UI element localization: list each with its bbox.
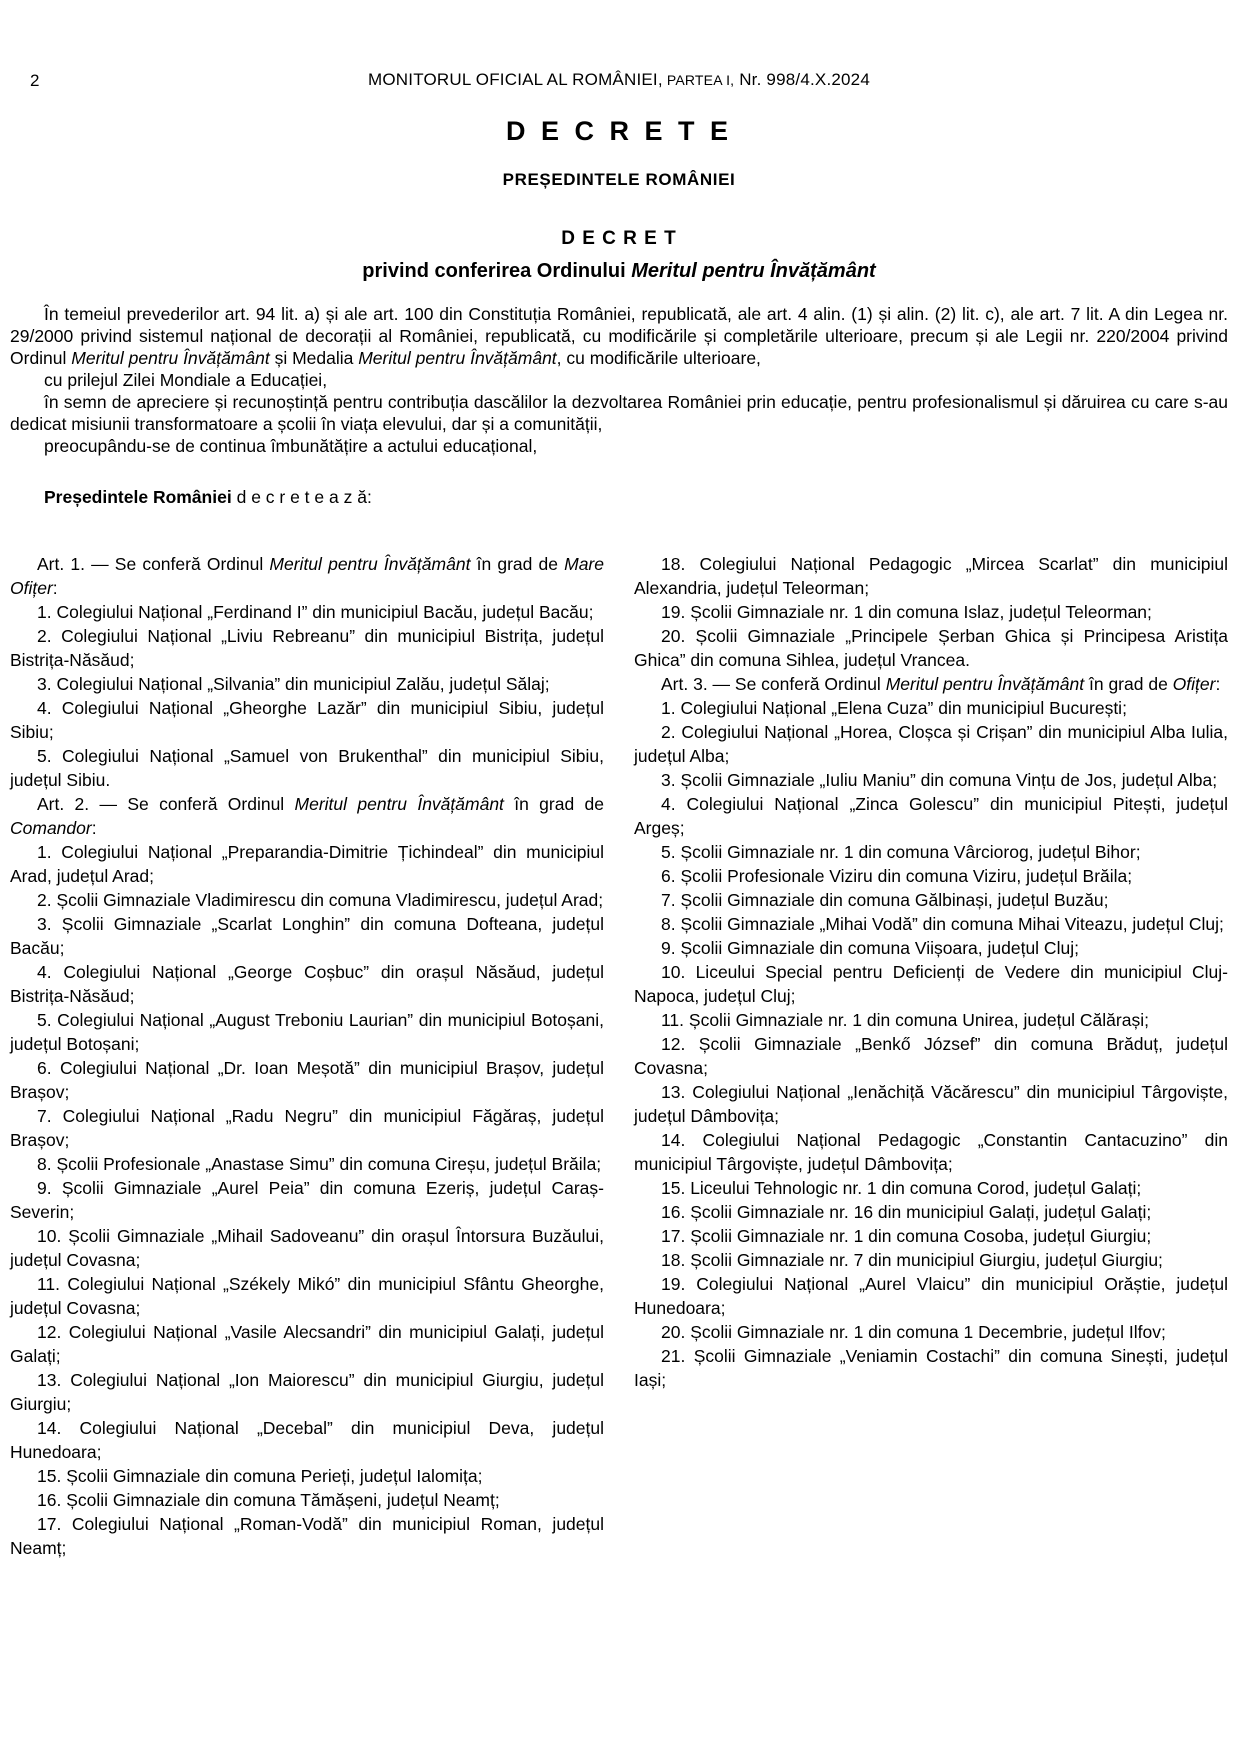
decree-item: 12. Colegiului Național „Vasile Alecsandri” din municipiul Galați, județul Galați; (10, 1322, 604, 1366)
decree-item: 18. Școlii Gimnaziale nr. 7 din municipiul Giurgiu, județul Giurgiu; (661, 1250, 1163, 1270)
decree-item: 18. Colegiului Național Pedagogic „Mircea Scarlat” din municipiul Alexandria, județul Teleorman; (634, 554, 1228, 598)
decree-item: 4. Colegiului Național „George Coșbuc” din orașul Năsăud, județul Bistrița-Năsăud; (10, 962, 604, 1006)
decree-item: 11. Colegiului Național „Székely Mikó” din municipiul Sfântu Gheorghe, județul Covasna; (10, 1274, 604, 1318)
decree-item: 9. Școlii Gimnaziale din comuna Viișoara, județul Cluj; (661, 938, 1079, 958)
enacting-clause (10, 486, 1228, 508)
decree-item: 3. Școlii Gimnaziale „Iuliu Maniu” din comuna Vințu de Jos, județul Alba; (661, 770, 1218, 790)
decree-item: 2. Colegiului Național „Horea, Cloșca și Crișan” din municipiul Alba Iulia, județul Alba; (634, 722, 1228, 766)
decree-item: 13. Colegiului Național „Ienăchiță Văcărescu” din municipiul Târgoviște, județul Dâmbovița; (634, 1082, 1228, 1126)
decree-item: 2. Colegiului Național „Liviu Rebreanu” din municipiul Bistrița, județul Bistrița-Năsăud; (10, 626, 604, 670)
decree-item: 1. Colegiului Național „Preparandia-Dimitrie Țichindeal” din municipiul Arad, județul Arad; (10, 842, 604, 886)
decree-item: 6. Colegiului Național „Dr. Ioan Meșotă” din municipiul Brașov, județul Brașov; (10, 1058, 604, 1102)
decree-item: Art. 3. — Se conferă Ordinul Meritul pentru Învățământ în grad de Ofițer: (661, 674, 1221, 694)
decree-item: 4. Colegiului Național „Gheorghe Lazăr” din municipiul Sibiu, județul Sibiu; (10, 698, 604, 742)
enacting-subject: Președintele României (44, 487, 232, 507)
decree-item: 14. Colegiului Național „Decebal” din municipiul Deva, județul Hunedoara; (10, 1418, 604, 1462)
decree-item: 1. Colegiului Național „Elena Cuza” din municipiul București; (661, 698, 1127, 718)
decree-item: Art. 1. — Se conferă Ordinul Meritul pentru Învățământ în grad de Mare Ofițer: (10, 554, 604, 598)
decree-body-columns (10, 552, 1228, 1560)
preamble (10, 303, 1228, 457)
decree-item: 4. Colegiului Național „Zinca Golescu” din municipiul Pitești, județul Argeș; (634, 794, 1228, 838)
decree-item: 20. Școlii Gimnaziale nr. 1 din comuna 1 Decembrie, județul Ilfov; (661, 1322, 1166, 1342)
column-right (634, 552, 1228, 1560)
section-title: D E C R E T E (505, 116, 733, 146)
journal-issue-number: Nr. 998/4.X.2024 (734, 70, 870, 89)
decree-item: 12. Școlii Gimnaziale „Benkő József” din comuna Brăduț, județul Covasna; (634, 1034, 1228, 1078)
journal-part: PARTEA I, (662, 72, 735, 88)
decree-item: 10. Școlii Gimnaziale „Mihail Sadoveanu” din orașul Întorsura Buzăului, județul Covasna; (10, 1226, 604, 1270)
enacting-verb: d e c r e t e a z ă: (236, 487, 372, 507)
preamble-paragraph: cu prilejul Zilei Mondiale a Educației, (44, 370, 328, 390)
decree-item: 1. Colegiului Național „Ferdinand I” din municipiul Bacău, județul Bacău; (37, 602, 594, 622)
decree-item: 5. Colegiului Național „Samuel von Brukenthal” din municipiul Sibiu, județul Sibiu. (10, 746, 604, 790)
decree-item: 5. Școlii Gimnaziale nr. 1 din comuna Vârciorog, județul Bihor; (661, 842, 1141, 862)
decree-item: 11. Școlii Gimnaziale nr. 1 din comuna Unirea, județul Călărași; (661, 1010, 1149, 1030)
decree-item: 8. Școlii Gimnaziale „Mihai Vodă” din comuna Mihai Viteazu, județul Cluj; (661, 914, 1224, 934)
page-number: 2 (30, 71, 40, 90)
decree-item: 9. Școlii Gimnaziale „Aurel Peia” din comuna Ezeriș, județul Caraș-Severin; (10, 1178, 604, 1222)
decree-item: 15. Liceului Tehnologic nr. 1 din comuna Corod, județul Galați; (661, 1178, 1142, 1198)
decree-item: 10. Liceului Special pentru Deficienți de Vedere din municipiul Cluj-Napoca, județul Cluj; (634, 962, 1228, 1006)
journal-title-line (10, 70, 1228, 90)
decree-item: 5. Colegiului Național „August Treboniu Laurian” din municipiul Botoșani, județul Botoșani; (10, 1010, 604, 1054)
decree-item: 16. Școlii Gimnaziale nr. 16 din municipiul Galați, județul Galați; (661, 1202, 1152, 1222)
decree-item: 8. Școlii Profesionale „Anastase Simu” din comuna Cireșu, județul Brăila; (37, 1154, 602, 1174)
decree-item: 2. Școlii Gimnaziale Vladimirescu din comuna Vladimirescu, județul Arad; (37, 890, 604, 910)
decree-item: 19. Colegiului Național „Aurel Vlaicu” din municipiul Orăștie, județul Hunedoara; (634, 1274, 1228, 1318)
decree-item: 20. Școlii Gimnaziale „Principele Șerban Ghica și Principesa Aristița Ghica” din comuna Sihlea, județul Vrancea. (634, 626, 1228, 670)
decree-item: 7. Colegiului Național „Radu Negru” din municipiul Făgăraș, județul Brașov; (10, 1106, 604, 1150)
preamble-paragraph: preocupându-se de continua îmbunătățire a actului educațional, (44, 436, 538, 456)
decree-item: 16. Școlii Gimnaziale din comuna Tămășeni, județul Neamț; (37, 1490, 500, 1510)
decree-subtitle: privind conferirea Ordinului Meritul pentru Învățământ (362, 260, 876, 282)
decree-item: 15. Școlii Gimnaziale din comuna Perieți, județul Ialomița; (37, 1466, 483, 1486)
decree-item: 7. Școlii Gimnaziale din comuna Gălbinași, județul Buzău; (661, 890, 1109, 910)
decree-item: 21. Școlii Gimnaziale „Veniamin Costachi” din comuna Sinești, județul Iași; (634, 1346, 1228, 1390)
issuer-title: PREȘEDINTELE ROMÂNIEI (502, 170, 736, 189)
preamble-paragraph: în semn de apreciere și recunoștință pentru contribuția dascălilor la dezvoltarea României prin educație, pentru profesionalismul și dăruirea cu care s-au dedicat misiunii transformatoare a școlii în viața elevului, dar și a comunității, (10, 392, 1228, 434)
decree-item: 19. Școlii Gimnaziale nr. 1 din comuna Islaz, județul Teleorman; (661, 602, 1152, 622)
decree-item: 6. Școlii Profesionale Viziru din comuna Viziru, județul Brăila; (661, 866, 1133, 886)
decree-title: D E C R E T (561, 228, 677, 249)
preamble-paragraph: În temeiul prevederilor art. 94 lit. a) și ale art. 100 din Constituția României, republicată, ale art. 4 alin. (1) și alin. (2) lit. c), ale art. 7 lit. A din Legea nr. 29/2000 privind sistemul național de decorații al României, republicată, cu modificările și completările ulterioare, precum și ale Legii nr. 220/2004 privind Ordinul Meritul pentru Învățământ și Medalia Meritul pentru Învățământ, cu modificările ulterioare, (10, 304, 1228, 368)
decree-item: 3. Școlii Gimnaziale „Scarlat Longhin” din comuna Dofteana, județul Bacău; (10, 914, 604, 958)
decree-item: 17. Școlii Gimnaziale nr. 1 din comuna Cosoba, județul Giurgiu; (661, 1226, 1152, 1246)
decree-item: 14. Colegiului Național Pedagogic „Constantin Cantacuzino” din municipiul Târgoviște, județul Dâmbovița; (634, 1130, 1228, 1174)
journal-name: MONITORUL OFICIAL AL ROMÂNIEI, (368, 70, 663, 89)
decree-item: 17. Colegiului Național „Roman-Vodă” din municipiul Roman, județul Neamț; (10, 1514, 604, 1558)
decree-item: 3. Colegiului Național „Silvania” din municipiul Zalău, județul Sălaj; (37, 674, 550, 694)
decree-item: Art. 2. — Se conferă Ordinul Meritul pentru Învățământ în grad de Comandor: (10, 794, 605, 838)
page-header (10, 70, 1228, 92)
column-left (10, 552, 604, 1560)
decree-item: 13. Colegiului Național „Ion Maiorescu” din municipiul Giurgiu, județul Giurgiu; (10, 1370, 604, 1414)
